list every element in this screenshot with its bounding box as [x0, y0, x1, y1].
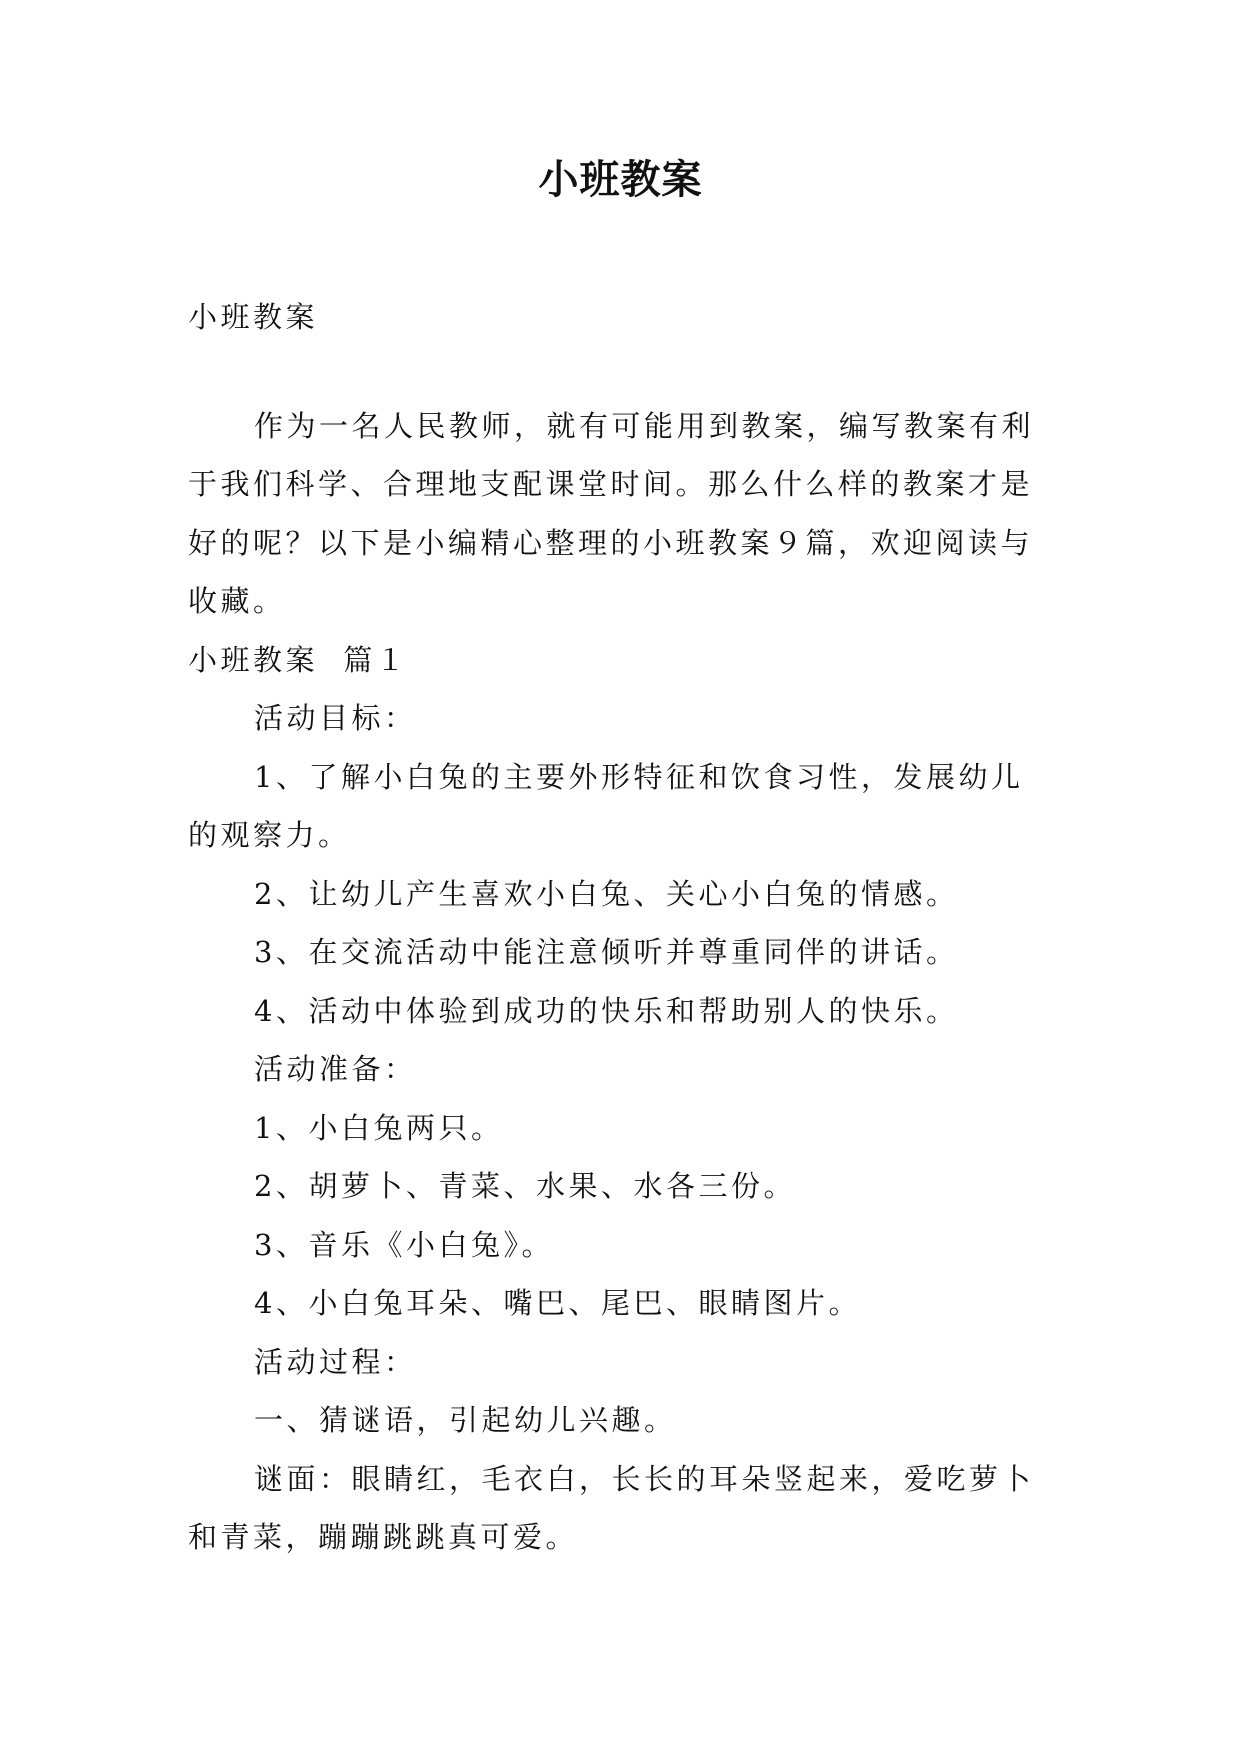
riddle-line-1: 谜面：眼睛红，毛衣白，长长的耳朵竖起来，爱吃萝卜 — [254, 1461, 1035, 1496]
intro-line-4: 收藏。 — [188, 584, 286, 618]
prep-heading: 活动准备： — [254, 1052, 417, 1086]
goal-4: 4、活动中体验到成功的快乐和帮助别人的快乐。 — [254, 993, 959, 1028]
document-body — [188, 288, 1050, 1567]
prep-item-1: 1、小白兔两只。 — [254, 1110, 504, 1145]
process-step-1: 一、猜谜语，引起幼儿兴趣。 — [254, 1403, 677, 1437]
intro-line-3: 好的呢？以下是小编精心整理的小班教案９篇，欢迎阅读与 — [188, 525, 1034, 560]
intro-line-1: 作为一名人民教师，就有可能用到教案，编写教案有利 — [254, 408, 1035, 443]
prep-item-4: 4、小白兔耳朵、嘴巴、尾巴、眼睛图片。 — [254, 1286, 861, 1320]
section-heading: 小班教案 篇１ — [188, 642, 409, 677]
intro-line-2: 于我们科学、合理地支配课堂时间。那么什么样的教案才是 — [188, 467, 1034, 501]
goal-1-line-1: 1、了解小白兔的主要外形特征和饮食习性，发展幼儿 — [254, 759, 1024, 794]
goal-3: 3、在交流活动中能注意倾听并尊重同伴的讲话。 — [254, 935, 959, 969]
prep-item-3: 3、音乐《小白兔》。 — [254, 1227, 554, 1262]
document-subtitle: 小班教案 — [188, 300, 319, 334]
goal-1-line-2: 的观察力。 — [188, 818, 351, 852]
goals-heading: 活动目标： — [254, 701, 417, 735]
paragraph-gap — [188, 347, 1050, 397]
riddle-line-2: 和青菜，蹦蹦跳跳真可爱。 — [188, 1520, 579, 1554]
document-title: 小班教案 — [538, 156, 703, 203]
goal-2: 2、让幼儿产生喜欢小白兔、关心小白兔的情感。 — [254, 876, 959, 911]
process-heading: 活动过程： — [254, 1344, 417, 1379]
prep-item-2: 2、胡萝卜、青菜、水果、水各三份。 — [254, 1169, 796, 1203]
